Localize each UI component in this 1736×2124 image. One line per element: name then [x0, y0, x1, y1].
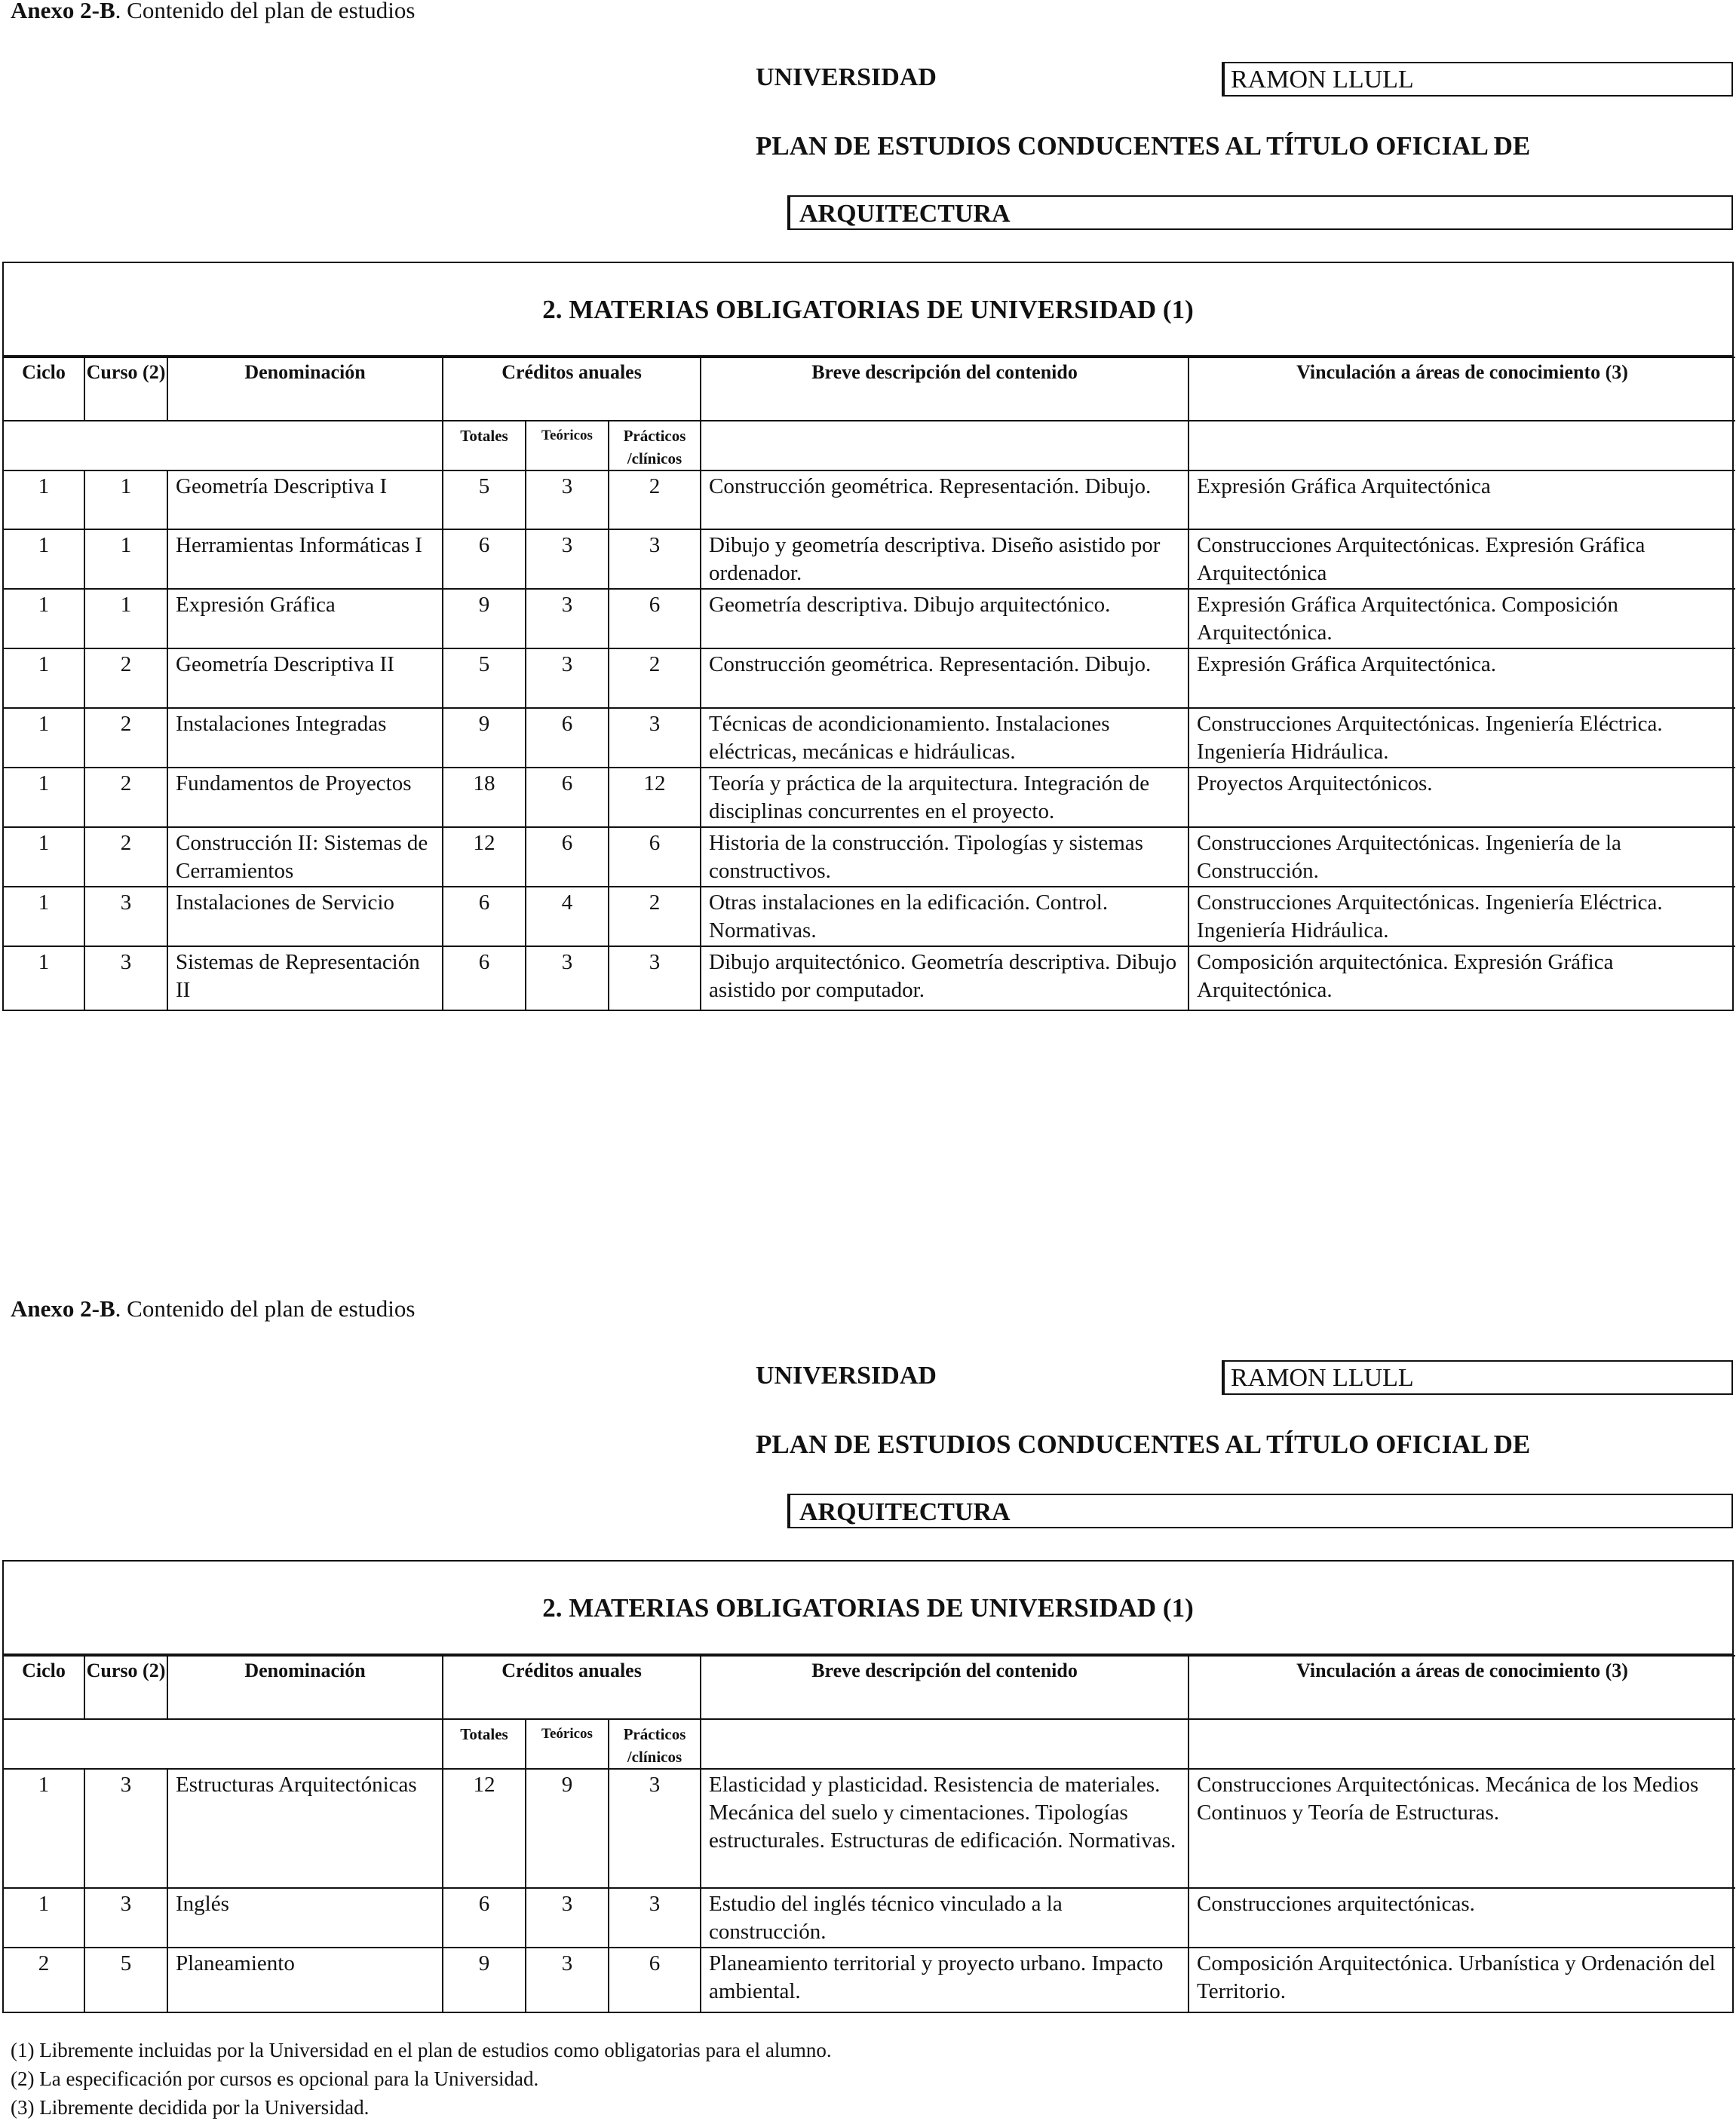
footnote: (3) Libremente decidida por la Universidad. [11, 2096, 370, 2119]
header-blank-vinc [1189, 1719, 1735, 1769]
table-row [4, 589, 1735, 648]
cell-totales: 6 [443, 1888, 526, 1948]
header-vinculacion: Vinculación a áreas de conocimiento (3) [1189, 1656, 1735, 1719]
cell-vinculacion: Expresión Gráfica Arquitectónica. [1189, 648, 1735, 708]
header-totales: Totales [443, 1719, 526, 1769]
table-row [4, 708, 1735, 768]
footnote: (2) La especificación por cursos es opcional para la Universidad. [11, 2067, 539, 2090]
header-practicos: Prácticos /clínicos [609, 421, 701, 470]
cell-denominacion: Fundamentos de Proyectos [167, 768, 443, 827]
cell-ciclo: 1 [4, 946, 84, 1010]
plan-title: PLAN DE ESTUDIOS CONDUCENTES AL TÍTULO OFICIAL DE [756, 131, 1531, 161]
table-row [4, 529, 1735, 589]
cell-ciclo: 1 [4, 708, 84, 768]
cell-totales: 6 [443, 887, 526, 946]
cell-vinculacion: Construcciones arquitectónicas. [1189, 1888, 1735, 1948]
cell-practicos: 3 [609, 1888, 701, 1948]
cell-vinculacion: Construcciones Arquitectónicas. Ingeniería Eléctrica. Ingeniería Hidráulica. [1189, 887, 1735, 946]
plan-title: PLAN DE ESTUDIOS CONDUCENTES AL TÍTULO OFICIAL DE [756, 1430, 1531, 1459]
cell-practicos: 3 [609, 708, 701, 768]
cell-practicos: 3 [609, 1769, 701, 1888]
cell-teoricos: 3 [526, 529, 609, 589]
titulo-value: ARQUITECTURA [787, 1494, 1733, 1528]
cell-denominacion: Planeamiento [167, 1948, 443, 2012]
cell-ciclo: 1 [4, 887, 84, 946]
cell-curso: 1 [84, 470, 167, 529]
cell-denominacion: Sistemas de Representación II [167, 946, 443, 1010]
cell-curso: 5 [84, 1948, 167, 2012]
cell-practicos: 6 [609, 589, 701, 648]
cell-denominacion: Instalaciones de Servicio [167, 887, 443, 946]
cell-curso: 1 [84, 529, 167, 589]
header-blank-desc [701, 1719, 1189, 1769]
cell-totales: 9 [443, 1948, 526, 2012]
table-row [4, 648, 1735, 708]
materias-table [2, 262, 1734, 1011]
cell-teoricos: 4 [526, 887, 609, 946]
cell-vinculacion: Expresión Gráfica Arquitectónica [1189, 470, 1735, 529]
cell-vinculacion: Expresión Gráfica Arquitectónica. Composición Arquitectónica. [1189, 589, 1735, 648]
cell-ciclo: 1 [4, 648, 84, 708]
cell-curso: 3 [84, 946, 167, 1010]
header-teoricos: Teóricos [526, 1719, 609, 1769]
cell-denominacion: Construcción II: Sistemas de Cerramientos [167, 827, 443, 887]
cell-curso: 1 [84, 589, 167, 648]
header-denominacion: Denominación [167, 1656, 443, 1719]
cell-teoricos: 3 [526, 1948, 609, 2012]
cell-practicos: 2 [609, 470, 701, 529]
cell-denominacion: Herramientas Informáticas I [167, 529, 443, 589]
universidad-label: UNIVERSIDAD [756, 63, 937, 91]
cell-ciclo: 1 [4, 1888, 84, 1948]
table-row [4, 1769, 1735, 1888]
header-descripcion: Breve descripción del contenido [701, 1656, 1189, 1719]
cell-practicos: 3 [609, 529, 701, 589]
header-blank-vinc [1189, 421, 1735, 470]
cell-teoricos: 3 [526, 470, 609, 529]
cell-vinculacion: Construcciones Arquitectónicas. Expresión Gráfica Arquitectónica [1189, 529, 1735, 589]
cell-curso: 2 [84, 768, 167, 827]
table-row [4, 827, 1735, 887]
cell-curso: 3 [84, 1888, 167, 1948]
header-curso: Curso (2) [84, 1656, 167, 1719]
cell-denominacion: Inglés [167, 1888, 443, 1948]
universidad-label: UNIVERSIDAD [756, 1362, 937, 1390]
cell-practicos: 6 [609, 827, 701, 887]
footnotes [11, 2036, 832, 2122]
header-ciclo: Ciclo [4, 1656, 84, 1719]
anexo-heading: Anexo 2-B. Contenido del plan de estudios [11, 1295, 416, 1322]
cell-curso: 2 [84, 827, 167, 887]
header-blank [4, 1719, 443, 1769]
cell-descripcion: Dibujo y geometría descriptiva. Diseño asistido por ordenador. [701, 529, 1189, 589]
cell-denominacion: Instalaciones Integradas [167, 708, 443, 768]
cell-teoricos: 3 [526, 1888, 609, 1948]
cell-teoricos: 6 [526, 827, 609, 887]
header-practicos: Prácticos /clínicos [609, 1719, 701, 1769]
cell-ciclo: 1 [4, 827, 84, 887]
cell-ciclo: 1 [4, 589, 84, 648]
cell-vinculacion: Composición Arquitectónica. Urbanística y Ordenación del Territorio. [1189, 1948, 1735, 2012]
header-blank-desc [701, 421, 1189, 470]
universidad-value: RAMON LLULL [1222, 62, 1733, 97]
section-title: 2. MATERIAS OBLIGATORIAS DE UNIVERSIDAD (1) [4, 1562, 1732, 1655]
cell-ciclo: 2 [4, 1948, 84, 2012]
cell-descripcion: Planeamiento territorial y proyecto urbano. Impacto ambiental. [701, 1948, 1189, 2012]
cell-ciclo: 1 [4, 1769, 84, 1888]
section-title: 2. MATERIAS OBLIGATORIAS DE UNIVERSIDAD (1) [4, 263, 1732, 357]
header-totales: Totales [443, 421, 526, 470]
table-row [4, 1888, 1735, 1948]
cell-denominacion: Expresión Gráfica [167, 589, 443, 648]
header-creditos: Créditos anuales [443, 357, 701, 421]
cell-denominacion: Geometría Descriptiva I [167, 470, 443, 529]
cell-vinculacion: Composición arquitectónica. Expresión Gráfica Arquitectónica. [1189, 946, 1735, 1010]
cell-totales: 6 [443, 529, 526, 589]
cell-vinculacion: Construcciones Arquitectónicas. Ingeniería Eléctrica. Ingeniería Hidráulica. [1189, 708, 1735, 768]
anexo-heading: Anexo 2-B. Contenido del plan de estudios [11, 0, 416, 23]
header-teoricos: Teóricos [526, 421, 609, 470]
cell-totales: 9 [443, 589, 526, 648]
cell-descripcion: Técnicas de acondicionamiento. Instalaciones eléctricas, mecánicas e hidráulicas. [701, 708, 1189, 768]
universidad-value: RAMON LLULL [1222, 1360, 1733, 1395]
cell-vinculacion: Proyectos Arquitectónicos. [1189, 768, 1735, 827]
cell-curso: 2 [84, 648, 167, 708]
cell-curso: 3 [84, 1769, 167, 1888]
cell-teoricos: 6 [526, 768, 609, 827]
cell-totales: 12 [443, 827, 526, 887]
titulo-value: ARQUITECTURA [787, 195, 1733, 230]
cell-ciclo: 1 [4, 529, 84, 589]
footnote: (1) Libremente incluidas por la Universidad en el plan de estudios como obligatorias para el alumno. [11, 2039, 832, 2061]
cell-totales: 5 [443, 648, 526, 708]
cell-teoricos: 9 [526, 1769, 609, 1888]
cell-descripcion: Estudio del inglés técnico vinculado a la construcción. [701, 1888, 1189, 1948]
table-row [4, 768, 1735, 827]
table-row [4, 1948, 1735, 2012]
cell-practicos: 2 [609, 648, 701, 708]
cell-totales: 6 [443, 946, 526, 1010]
table-row [4, 946, 1735, 1010]
header-curso: Curso (2) [84, 357, 167, 421]
cell-curso: 3 [84, 887, 167, 946]
cell-totales: 9 [443, 708, 526, 768]
cell-practicos: 2 [609, 887, 701, 946]
cell-descripcion: Geometría descriptiva. Dibujo arquitectónico. [701, 589, 1189, 648]
table-row [4, 470, 1735, 529]
cell-teoricos: 3 [526, 946, 609, 1010]
cell-teoricos: 6 [526, 708, 609, 768]
cell-descripcion: Construcción geométrica. Representación. Dibujo. [701, 648, 1189, 708]
cell-vinculacion: Construcciones Arquitectónicas. Mecánica de los Medios Continuos y Teoría de Estructuras. [1189, 1769, 1735, 1888]
header-creditos: Créditos anuales [443, 1656, 701, 1719]
cell-curso: 2 [84, 708, 167, 768]
cell-practicos: 3 [609, 946, 701, 1010]
cell-descripcion: Otras instalaciones en la edificación. Control. Normativas. [701, 887, 1189, 946]
header-denominacion: Denominación [167, 357, 443, 421]
cell-practicos: 12 [609, 768, 701, 827]
cell-denominacion: Estructuras Arquitectónicas [167, 1769, 443, 1888]
materias-table [2, 1560, 1734, 2013]
cell-descripcion: Elasticidad y plasticidad. Resistencia de materiales. Mecánica del suelo y cimentaciones. Tipologías estructurales. Estructuras de edificación. Normativas. [701, 1769, 1189, 1888]
header-ciclo: Ciclo [4, 357, 84, 421]
table-row [4, 887, 1735, 946]
cell-teoricos: 3 [526, 589, 609, 648]
cell-totales: 12 [443, 1769, 526, 1888]
header-vinculacion: Vinculación a áreas de conocimiento (3) [1189, 357, 1735, 421]
cell-vinculacion: Construcciones Arquitectónicas. Ingeniería de la Construcción. [1189, 827, 1735, 887]
cell-descripcion: Historia de la construcción. Tipologías y sistemas constructivos. [701, 827, 1189, 887]
cell-totales: 18 [443, 768, 526, 827]
cell-descripcion: Construcción geométrica. Representación. Dibujo. [701, 470, 1189, 529]
cell-descripcion: Dibujo arquitectónico. Geometría descriptiva. Dibujo asistido por computador. [701, 946, 1189, 1010]
cell-descripcion: Teoría y práctica de la arquitectura. Integración de disciplinas concurrentes en el proyecto. [701, 768, 1189, 827]
cell-ciclo: 1 [4, 470, 84, 529]
cell-teoricos: 3 [526, 648, 609, 708]
cell-denominacion: Geometría Descriptiva II [167, 648, 443, 708]
cell-totales: 5 [443, 470, 526, 529]
header-blank [4, 421, 443, 470]
header-descripcion: Breve descripción del contenido [701, 357, 1189, 421]
cell-ciclo: 1 [4, 768, 84, 827]
cell-practicos: 6 [609, 1948, 701, 2012]
